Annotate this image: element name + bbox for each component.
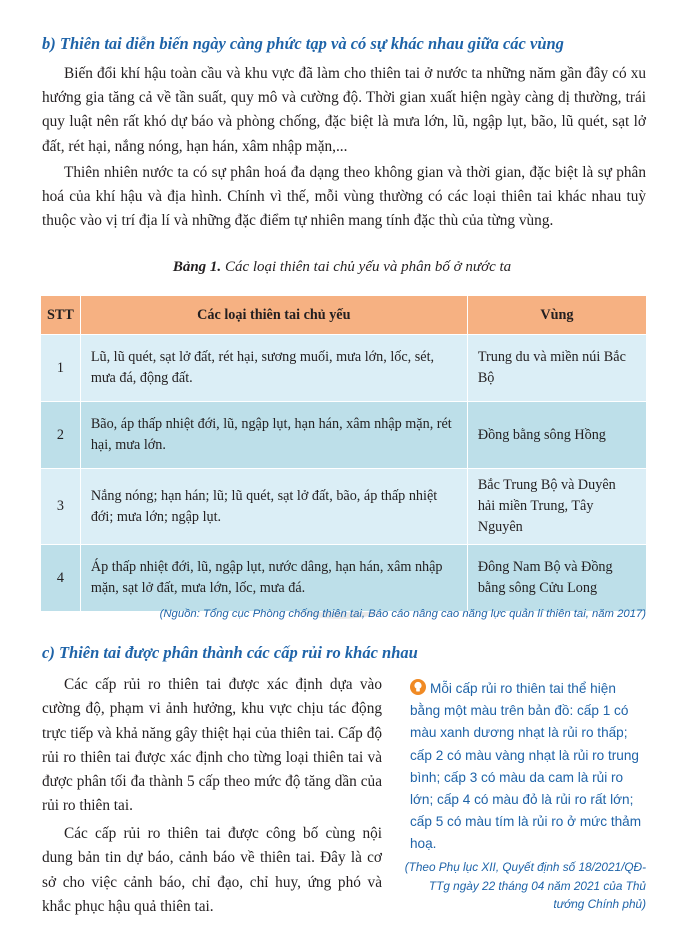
table-row (41, 545, 647, 612)
section-c-paragraph-1: Các cấp rủi ro thiên tai được xác định dựa vào cường độ, phạm vi ảnh hưởng, khu vực chịu tác động trực tiếp và khả năng gây thiệt hại của thiên tai. Cấp độ rủi ro thiên tai được xác định cho từng loại thiên tai và được phân tối đa thành 5 cấp theo mức độ tăng dần của rủi ro thiên tai. (42, 676, 382, 815)
cell-stt: 3 (41, 469, 81, 545)
cell-region: Đông Nam Bộ và Đồng bằng sông Cửu Long (467, 545, 646, 612)
table-caption-text: Các loại thiên tai chủ yếu và phân bố ở nước ta (224, 259, 512, 275)
lightbulb-icon (410, 679, 426, 695)
header-region: Vùng (467, 296, 646, 335)
header-stt: STT (41, 296, 81, 335)
table-row (41, 335, 647, 402)
disaster-table (40, 295, 647, 612)
table-row (41, 402, 647, 469)
cell-region: Trung du và miền núi Bắc Bộ (467, 335, 646, 402)
note-source: (Theo Phụ lục XII, Quyết định số 18/2021/QĐ-TTg ngày 22 tháng 04 năm 2021 của Thủ tướng Chính phủ) (404, 860, 646, 911)
cell-disasters: Bão, áp thấp nhiệt đới, lũ, ngập lụt, hạn hán, xâm nhập mặn, rét hại, mưa lớn. (80, 402, 467, 469)
cell-disasters: Nắng nóng; hạn hán; lũ; lũ quét, sạt lở đất, bão, áp thấp nhiệt đới; mưa lớn; ngập lụt. (80, 469, 467, 545)
cell-disasters: Áp thấp nhiệt đới, lũ, ngập lụt, nước dâng, hạn hán, xâm nhập mặn, sạt lở đất, mưa lớn, lốc, mưa đá. (80, 545, 467, 612)
table-caption-label: Bảng 1. (172, 259, 222, 275)
cell-stt: 4 (41, 545, 81, 612)
section-b-paragraph-1: Biến đổi khí hậu toàn cầu và khu vực đã làm cho thiên tai ở nước ta những năm gần đây có xu hướng gia tăng cả về tần suất, quy mô và cường độ. Thời gian xuất hiện ngày càng dị thường, trái quy luật nên rất khó dự báo và phòng chống, đặc biệt là mưa lớn, lũ, ngập lụt, bão, lũ quét, sạt lở đất, rét hại, nắng nóng, hạn hán, xâm nhập mặn,... (42, 65, 646, 155)
cell-region: Bắc Trung Bộ và Duyên hải miền Trung, Tây Nguyên (467, 469, 646, 545)
table-header-row (41, 296, 647, 335)
section-b-heading: b) Thiên tai diễn biến ngày càng phức tạp và có sự khác nhau giữa các vùng (42, 34, 564, 53)
cell-stt: 2 (41, 402, 81, 469)
cell-stt: 1 (41, 335, 81, 402)
table-row (41, 469, 647, 545)
section-c-heading: c) Thiên tai được phân thành các cấp rủi ro khác nhau (42, 643, 418, 662)
risk-color-note-text: Mỗi cấp rủi ro thiên tai thể hiện bằng một màu trên bản đồ: cấp 1 có màu xanh dương nhạt là rủi ro thấp; cấp 2 có màu vàng nhạt là rủi ro trung bình; cấp 3 có màu da cam là rủi ro lớn; cấp 4 có màu đỏ là rủi ro rất lớn; cấp 5 có màu tím là rủi ro ở mức thảm hoạ. (410, 681, 642, 852)
risk-color-note (410, 678, 646, 856)
header-disasters: Các loại thiên tai chủ yếu (80, 296, 467, 335)
section-c-paragraph-2: Các cấp rủi ro thiên tai được công bố cùng nội dung bản tin dự báo, cảnh báo về thiên tai. Đây là cơ sở cho việc cảnh báo, chỉ đạo, chỉ huy, ứng phó và khắc phục hậu quả thiên tai. (42, 825, 382, 915)
cell-region: Đồng bằng sông Hồng (467, 402, 646, 469)
table-source: (Nguồn: Tổng cục Phòng chống thiên tai, Báo cáo nâng cao năng lực quản lí thiên tai, năm 2017) (159, 608, 646, 620)
section-b-paragraph-2: Thiên nhiên nước ta có sự phân hoá đa dạng theo không gian và thời gian, đặc biệt là sự phân hoá của khí hậu và địa hình. Chính vì thế, mỗi vùng thường có các loại thiên tai khác nhau tuỳ thuộc vào vị trí địa lí và những đặc điểm tự nhiên mang tính đặc thù của từng vùng. (42, 164, 646, 230)
table-caption (0, 259, 684, 276)
cell-disasters: Lũ, lũ quét, sạt lở đất, rét hại, sương muối, mưa lớn, lốc, sét, mưa đá, động đất. (80, 335, 467, 402)
